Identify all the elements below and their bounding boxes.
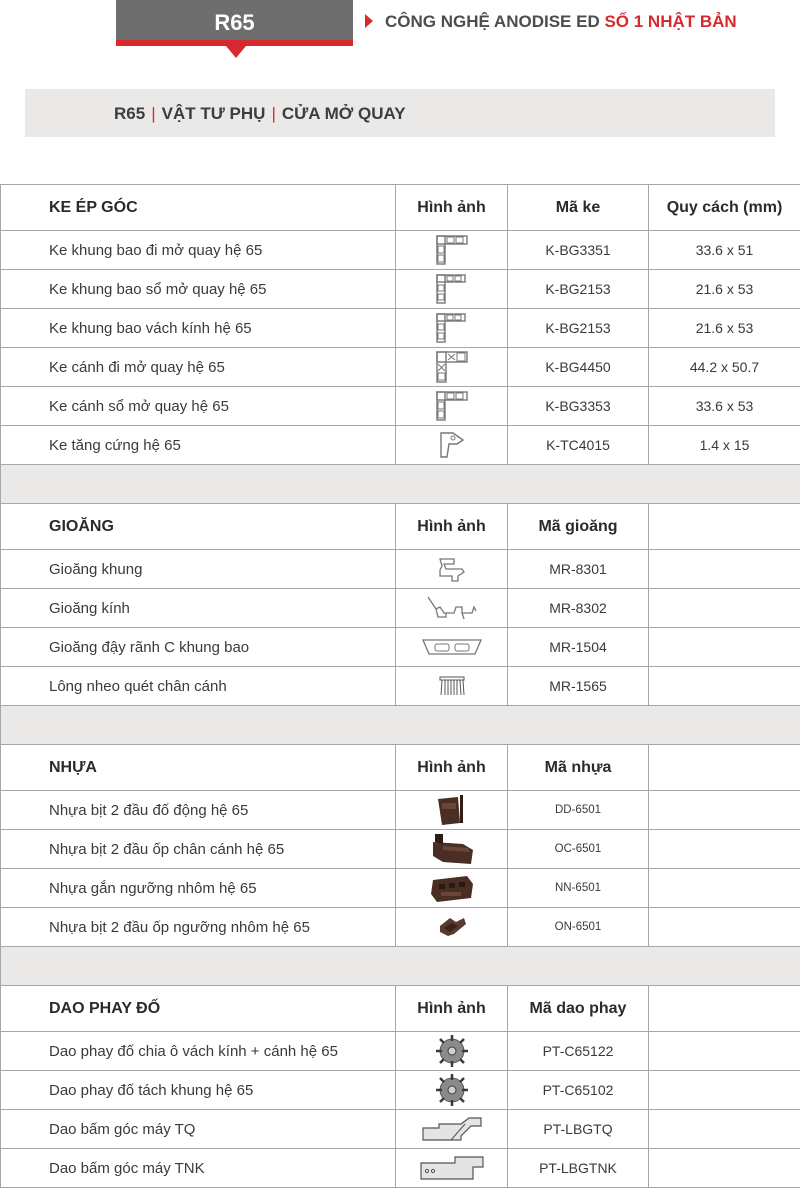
product-name: Dao bấm góc máy TQ	[1, 1110, 396, 1149]
product-name: Ke khung bao sổ mở quay hệ 65	[1, 270, 396, 309]
product-name: Nhựa bịt 2 đầu đố động hệ 65	[1, 791, 396, 830]
product-code: K-BG2153	[508, 309, 649, 348]
product-code: MR-1504	[508, 628, 649, 667]
table-row	[1, 309, 800, 348]
empty-cell	[649, 1149, 800, 1188]
product-spec: 33.6 x 51	[649, 231, 800, 270]
product-name: Gioăng kính	[1, 589, 396, 628]
product-name: Ke tăng cứng hệ 65	[1, 426, 396, 465]
milling-cutter-icon	[434, 1072, 470, 1108]
empty-cell	[649, 1071, 800, 1110]
product-code: PT-LBGTQ	[508, 1110, 649, 1149]
product-code: OC-6501	[508, 830, 649, 869]
product-code: NN-6501	[508, 869, 649, 908]
table-row	[1, 908, 800, 947]
empty-cell	[649, 830, 800, 869]
series-tab[interactable]: R65	[116, 0, 353, 40]
product-name: Ke cánh đi mở quay hệ 65	[1, 348, 396, 387]
corner-bracket-icon	[435, 273, 469, 305]
empty-cell	[649, 589, 800, 628]
empty-cell	[649, 1110, 800, 1149]
product-name: Nhựa gắn ngưỡng nhôm hệ 65	[1, 869, 396, 908]
section-divider	[1, 947, 800, 986]
product-code: DD-6501	[508, 791, 649, 830]
product-code: PT-C65122	[508, 1032, 649, 1071]
product-name: Ke khung bao vách kính hệ 65	[1, 309, 396, 348]
breadcrumb	[25, 89, 775, 137]
section-header-nhua	[1, 745, 800, 791]
column-header-code: Mã dao phay	[508, 986, 649, 1032]
product-code: ON-6501	[508, 908, 649, 947]
breadcrumb-item-casement[interactable]: CỬA MỞ QUAY	[282, 104, 406, 123]
section-divider	[1, 706, 800, 745]
section-header-dao	[1, 986, 800, 1032]
product-spec: 33.6 x 53	[649, 387, 800, 426]
product-spec: 1.4 x 15	[649, 426, 800, 465]
crimping-blade-icon	[421, 1116, 483, 1142]
section-title: NHỰA	[1, 745, 396, 791]
table-row	[1, 270, 800, 309]
table-row	[1, 231, 800, 270]
column-header-image: Hình ảnh	[396, 986, 508, 1032]
column-header-empty	[649, 745, 800, 791]
table-row	[1, 1071, 800, 1110]
table-row	[1, 830, 800, 869]
series-tab-pointer	[226, 46, 246, 58]
product-spec: 21.6 x 53	[649, 270, 800, 309]
product-name: Ke khung bao đi mở quay hệ 65	[1, 231, 396, 270]
breadcrumb-separator: |	[271, 104, 275, 123]
product-name: Dao phay đố tách khung hệ 65	[1, 1071, 396, 1110]
corner-bracket-icon	[435, 390, 469, 422]
product-code: K-BG2153	[508, 270, 649, 309]
table-row	[1, 550, 800, 589]
product-code: MR-8302	[508, 589, 649, 628]
product-name: Dao bấm góc máy TNK	[1, 1149, 396, 1188]
table-row	[1, 1149, 800, 1188]
product-name: Gioăng khung	[1, 550, 396, 589]
table-row	[1, 1032, 800, 1071]
accessories-table	[0, 184, 800, 1188]
section-title: KE ÉP GÓC	[1, 185, 396, 231]
crimping-blade-icon	[419, 1155, 485, 1181]
corner-bracket-icon	[435, 350, 469, 384]
product-name: Dao phay đố chia ô vách kính + cánh hệ 65	[1, 1032, 396, 1071]
empty-cell	[649, 628, 800, 667]
brush-seal-icon	[437, 675, 467, 697]
glass-gasket-icon	[426, 593, 478, 623]
column-header-spec: Quy cách (mm)	[649, 185, 800, 231]
plastic-corner-icon	[436, 914, 468, 940]
gasket-profile-icon	[432, 554, 472, 584]
section-title: DAO PHAY ĐỐ	[1, 986, 396, 1032]
milling-cutter-icon	[434, 1033, 470, 1069]
product-code: PT-C65102	[508, 1071, 649, 1110]
column-header-code: Mã nhựa	[508, 745, 649, 791]
section-header-gioang	[1, 504, 800, 550]
play-triangle-icon	[365, 14, 373, 28]
table-row	[1, 791, 800, 830]
product-code: K-TC4015	[508, 426, 649, 465]
column-header-empty	[649, 986, 800, 1032]
empty-cell	[649, 791, 800, 830]
empty-cell	[649, 869, 800, 908]
product-spec: 21.6 x 53	[649, 309, 800, 348]
corner-bracket-icon	[435, 234, 469, 266]
column-header-image: Hình ảnh	[396, 745, 508, 791]
product-code: K-BG3353	[508, 387, 649, 426]
breadcrumb-item-accessories[interactable]: VẬT TƯ PHỤ	[162, 104, 266, 123]
tagline-prefix: CÔNG NGHỆ ANODISE ED	[385, 12, 600, 31]
stiffener-plate-icon	[437, 430, 467, 460]
product-name: Nhựa bịt 2 đầu ốp chân cánh hệ 65	[1, 830, 396, 869]
column-header-image: Hình ảnh	[396, 185, 508, 231]
breadcrumb-separator: |	[151, 104, 155, 123]
table-row	[1, 387, 800, 426]
product-spec: 44.2 x 50.7	[649, 348, 800, 387]
product-code: K-BG4450	[508, 348, 649, 387]
product-name: Gioăng đậy rãnh C khung bao	[1, 628, 396, 667]
table-row	[1, 667, 800, 706]
column-header-image: Hình ảnh	[396, 504, 508, 550]
column-header-empty	[649, 504, 800, 550]
section-divider	[1, 465, 800, 504]
table-row	[1, 348, 800, 387]
corner-bracket-icon	[435, 312, 469, 344]
breadcrumb-item-series[interactable]: R65	[114, 104, 145, 123]
empty-cell	[649, 667, 800, 706]
plastic-block-icon	[427, 872, 477, 904]
empty-cell	[649, 908, 800, 947]
plastic-end-cap-icon	[432, 793, 472, 827]
product-name: Ke cánh sổ mở quay hệ 65	[1, 387, 396, 426]
product-code: K-BG3351	[508, 231, 649, 270]
table-row	[1, 589, 800, 628]
product-name: Nhựa bịt 2 đầu ốp ngưỡng nhôm hệ 65	[1, 908, 396, 947]
section-header-ke	[1, 185, 800, 231]
product-code: PT-LBGTNK	[508, 1149, 649, 1188]
tagline	[365, 12, 737, 32]
table-row	[1, 628, 800, 667]
column-header-code: Mã ke	[508, 185, 649, 231]
cover-gasket-icon	[421, 636, 483, 658]
product-code: MR-8301	[508, 550, 649, 589]
section-title: GIOĂNG	[1, 504, 396, 550]
table-row	[1, 426, 800, 465]
column-header-code: Mã gioăng	[508, 504, 649, 550]
product-name: Lông nheo quét chân cánh	[1, 667, 396, 706]
product-code: MR-1565	[508, 667, 649, 706]
empty-cell	[649, 1032, 800, 1071]
tagline-highlight: SỐ 1 NHẬT BẢN	[604, 12, 736, 31]
table-row	[1, 1110, 800, 1149]
empty-cell	[649, 550, 800, 589]
plastic-end-cap-icon	[429, 832, 475, 866]
table-row	[1, 869, 800, 908]
